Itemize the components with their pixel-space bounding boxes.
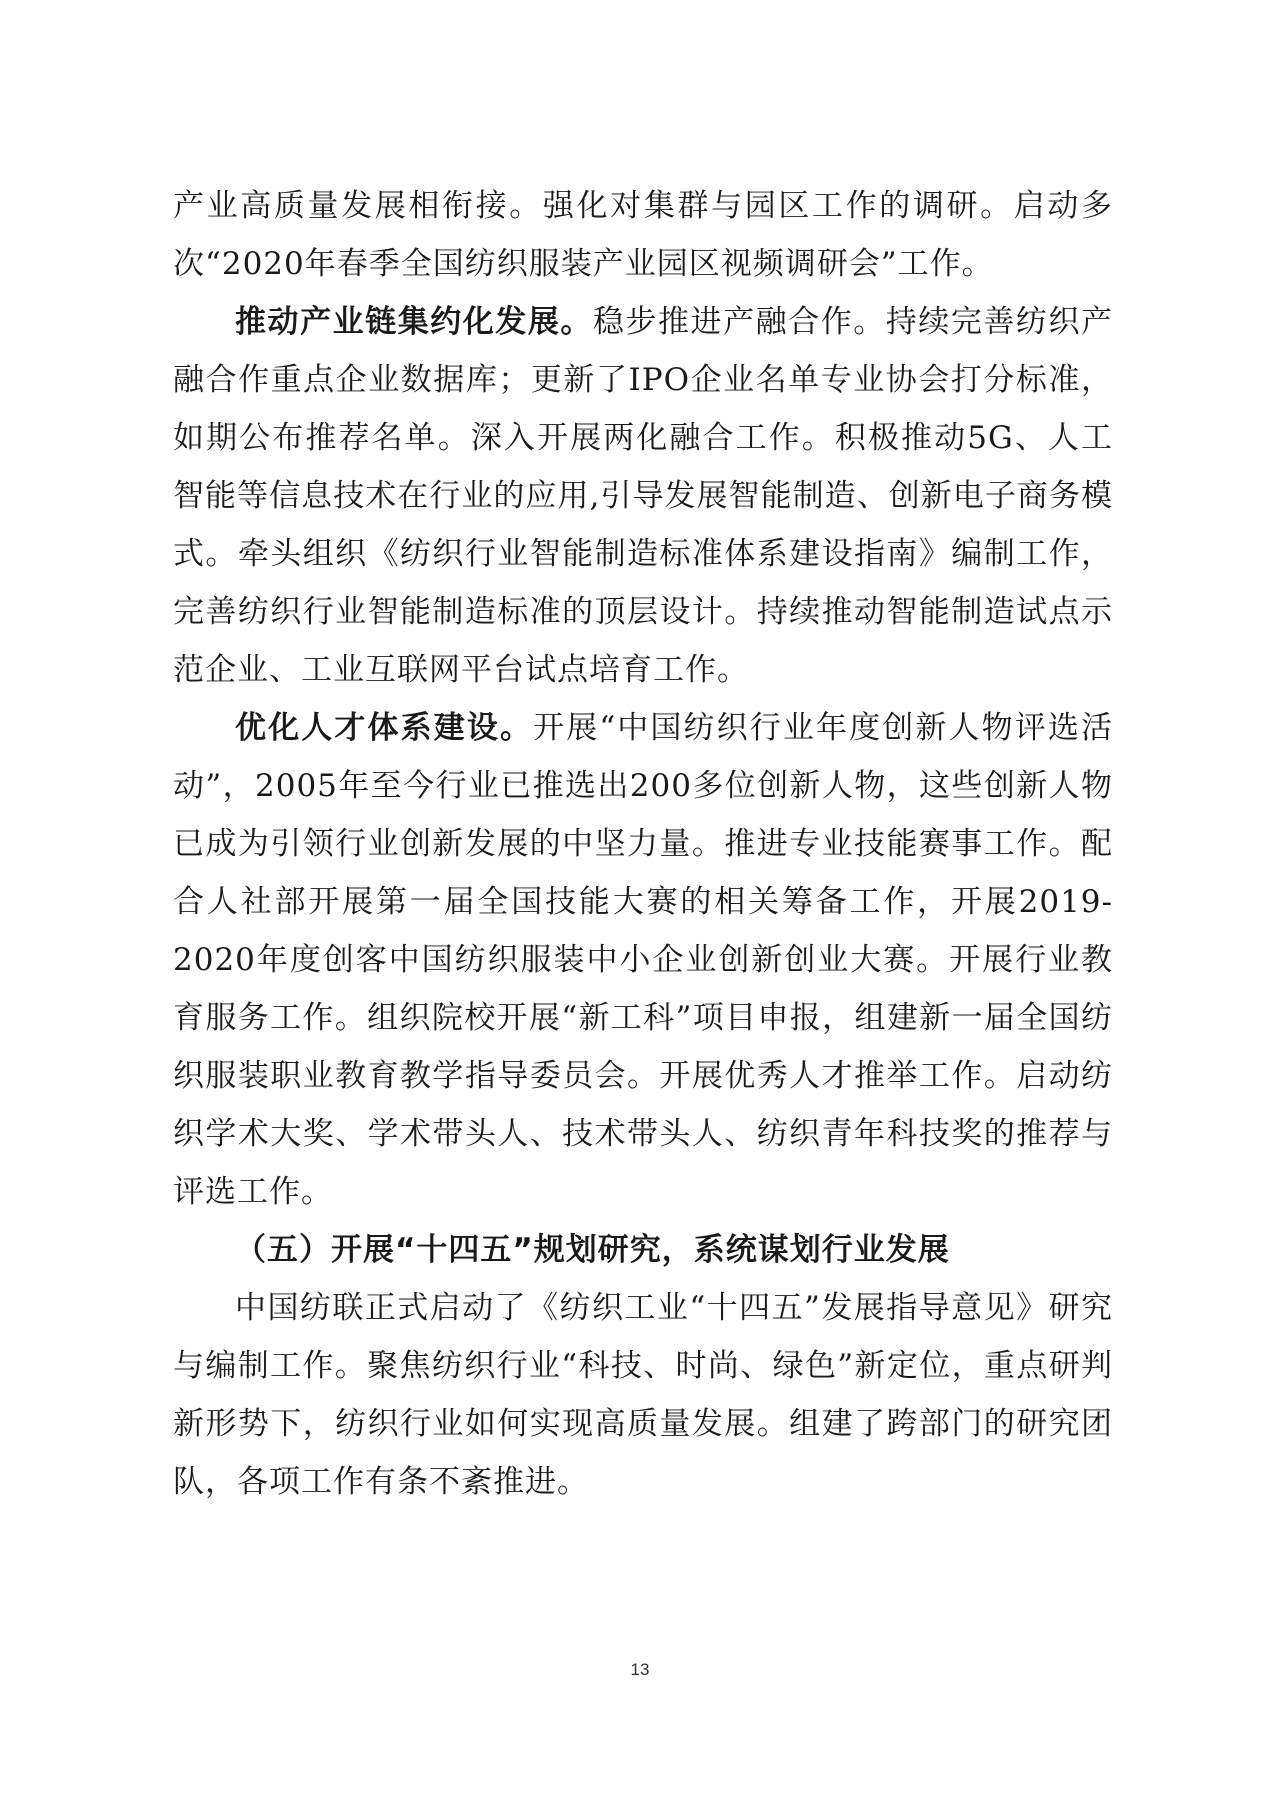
paragraph-planning <box>173 1279 1113 1511</box>
paragraph-industry-chain <box>173 293 1113 699</box>
page-number: 13 <box>630 1660 650 1679</box>
paragraph-continuation <box>173 177 1113 293</box>
paragraph-text: 稳步推进产融合作。持续完善纺织产融合作重点企业数据库；更新了IPO企业名单专业协会打分标准，如期公布推荐名单。深入开展两化融合工作。积极推动5G、人工智能等信息技术在行业的应用,引导发展智能制造、创新电子商务模式。牵头组织《纺织行业智能制造标准体系建设指南》编制工作，完善纺织行业智能制造标准的顶层设计。持续推动智能制造试点示范企业、工业互联网平台试点培育工作。 <box>173 304 1114 688</box>
paragraph-text: 开展“中国纺织行业年度创新人物评选活动”，2005年至今行业已推选出200多位创新人物，这些创新人物已成为引领行业创新发展的中坚力量。推进专业技能赛事工作。配合人社部开展第一届全国技能大赛的相关筹备工作，开展2019-2020年度创客中国纺织服装中小企业创新创业大赛。开展行业教育服务工作。组织院校开展“新工科”项目申报，组建新一届全国纺织服装职业教育教学指导委员会。开展优秀人才推举工作。启动纺织学术大奖、学术带头人、技术带头人、纺织青年科技奖的推荐与评选工作。 <box>173 710 1113 1210</box>
paragraph-talent-system <box>173 699 1113 1221</box>
paragraph-lead-heading: 优化人才体系建设。 <box>235 710 534 746</box>
paragraph-text: 产业高质量发展相衔接。强化对集群与园区工作的调研。启动多次“2020年春季全国纺织服装产业园区视频调研会”工作。 <box>173 188 1113 282</box>
paragraph-text: 中国纺联正式启动了《纺织工业“十四五”发展指导意见》研究与编制工作。聚焦纺织行业“科技、时尚、绿色”新定位，重点研判新形势下，纺织行业如何实现高质量发展。组建了跨部门的研究团队，各项工作有条不紊推进。 <box>173 1290 1113 1500</box>
paragraph-lead-heading: 推动产业链集约化发展。 <box>235 304 593 340</box>
section-heading: （五）开展“十四五”规划研究，系统谋划行业发展 <box>235 1232 950 1268</box>
document-body <box>173 177 1113 1511</box>
